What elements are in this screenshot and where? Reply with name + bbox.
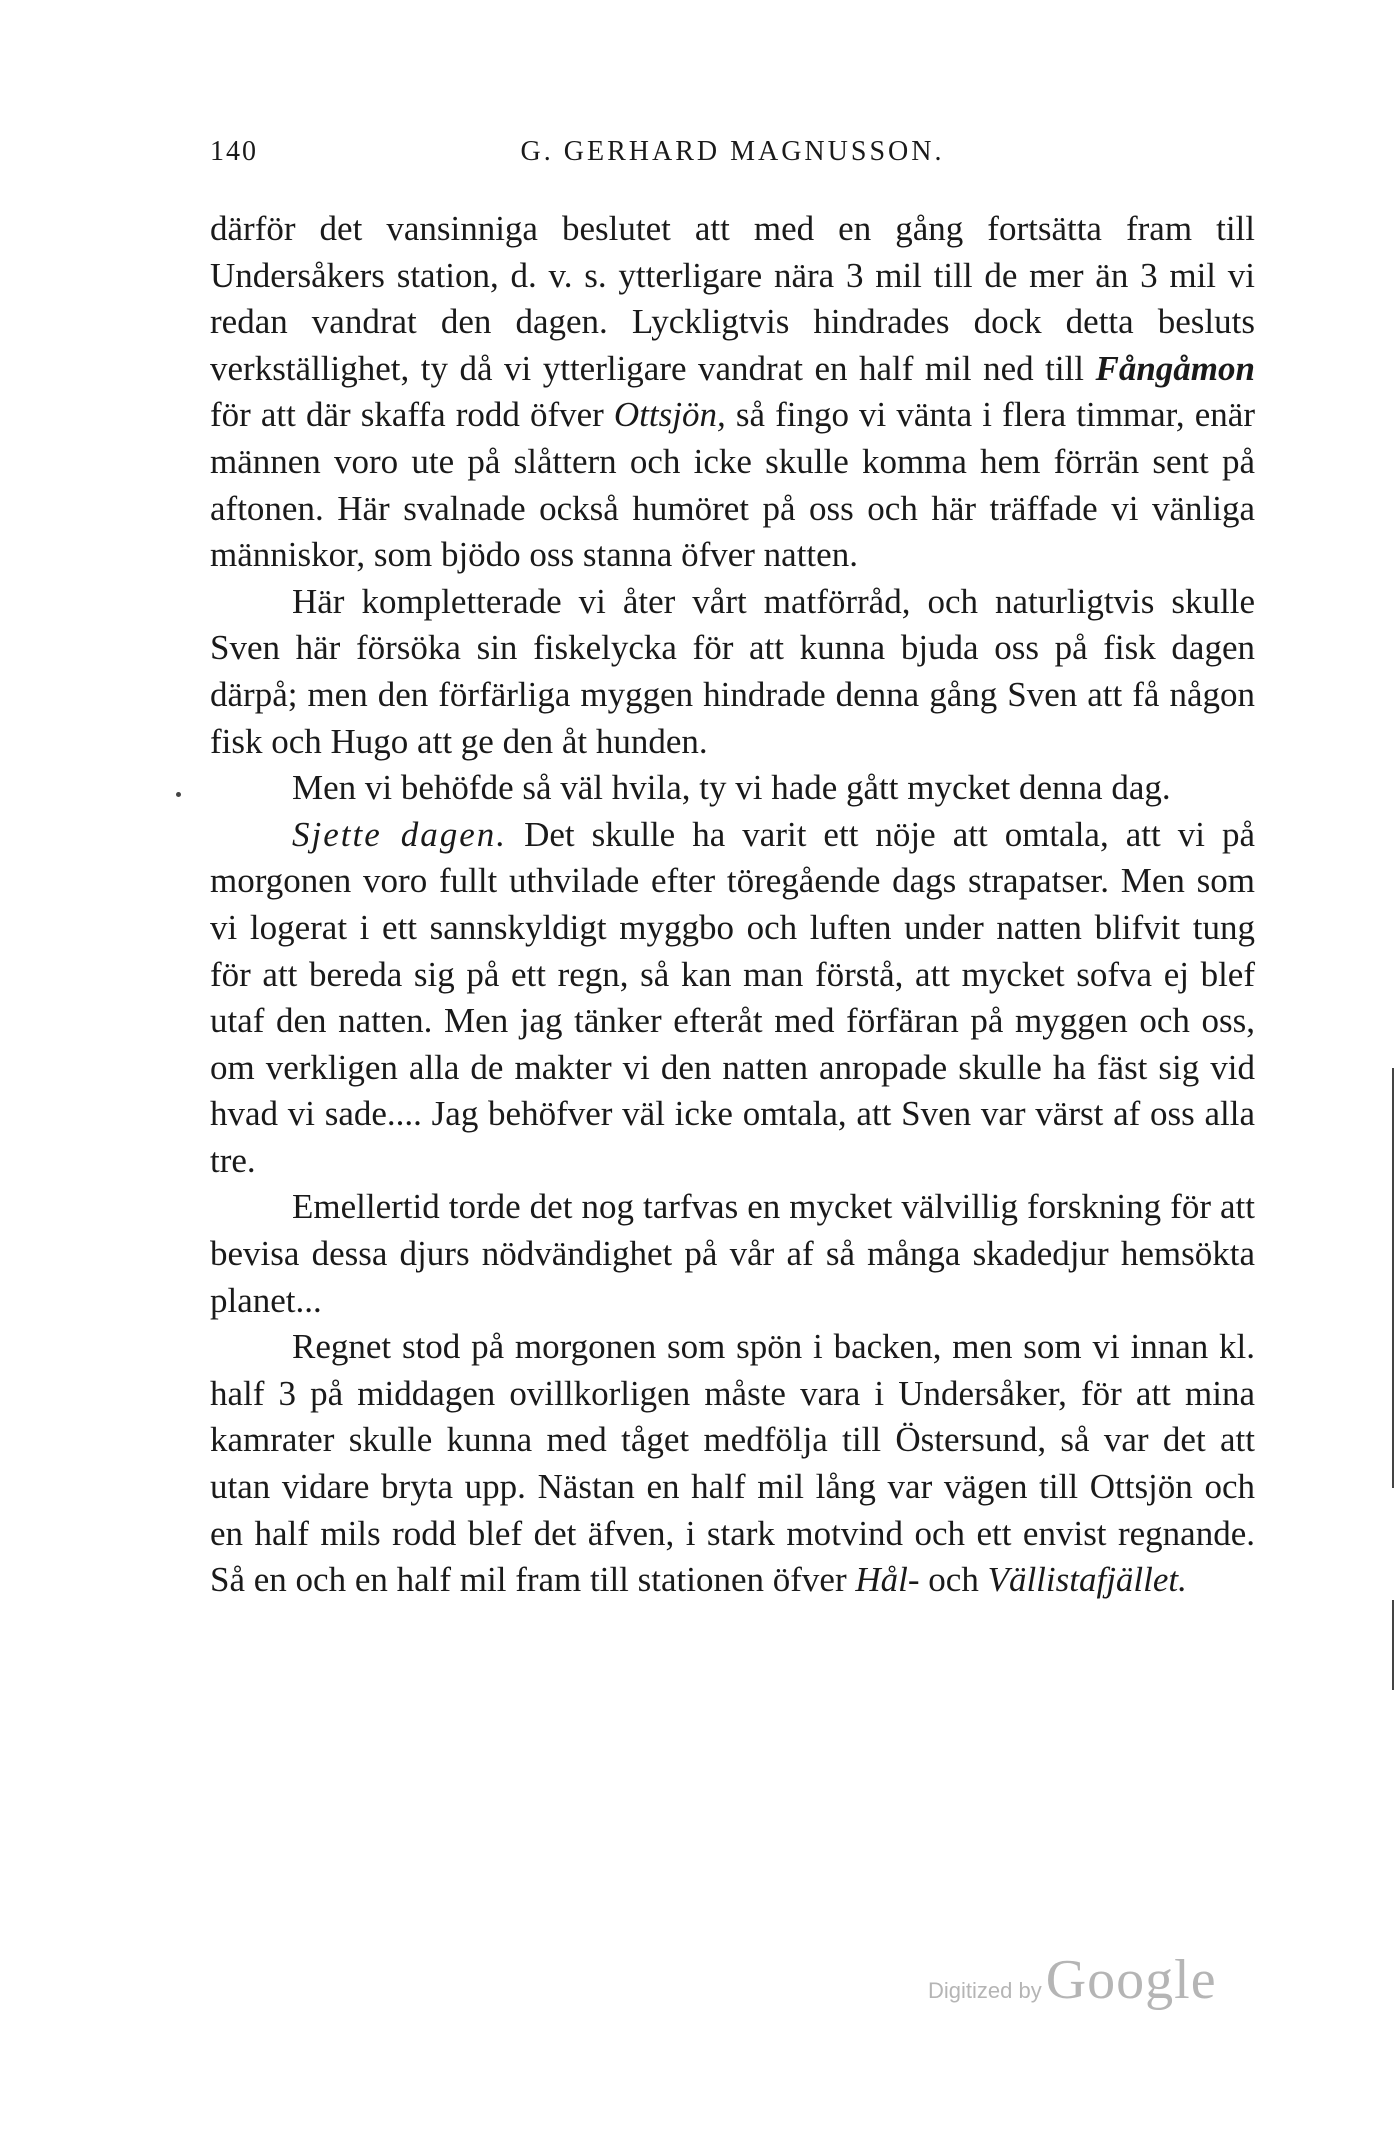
page-number: 140 (210, 136, 258, 167)
scan-artifact-line (1392, 1600, 1394, 1690)
text-run: Men vi behöfde så väl hvila, ty vi hade gått mycket denna dag. (292, 768, 1171, 808)
text-run: Här kompletterade vi åter vårt matförråd, och naturligtvis skulle Sven här försöka sin fiskelycka för att kunna bjuda oss på fisk dagen därpå; men den förfärliga myggen hindrade denna gång Sven att få någon fisk och Hugo att ge den åt hunden. (210, 581, 1255, 761)
text-run: så fingo vi vänta i flera timmar, enär männen voro ute på slåttern och icke skulle komma hem förrän sent på aftonen. Här svalnade också humöret på oss och här träffade vi vänliga människor, som bjödo oss stanna öfver natten. (210, 395, 1255, 575)
scan-artifact-line (1392, 1068, 1394, 1488)
place-name-ottsjon: Ottsjön, (613, 395, 726, 435)
page-header (210, 136, 1255, 176)
place-name-hal: Hål- (855, 1560, 920, 1600)
text-run: därför det vansinniga beslutet att med en gång fortsätta fram till Undersåkers station, d. v. s. ytterligare nära 3 mil till de mer än 3 mil vi redan vandrat den dagen. Lyckligtvis hindrades dock detta besluts verkställighet, ty då vi ytterligare vandrat en half mil ned till (210, 209, 1255, 388)
place-name-fangamon: Fångåmon (1095, 348, 1255, 388)
paragraph (210, 579, 1255, 765)
text-run: Emellertid torde det nog tarfvas en mycket välvillig forskning för att bevisa dessa djurs nödvändighet på vår af så många skadedjur hemsökta planet... (210, 1187, 1255, 1320)
paragraph (210, 1184, 1255, 1324)
text-run: och (919, 1560, 988, 1600)
body-text (210, 206, 1255, 1604)
paragraph (210, 812, 1255, 1185)
day-heading: Sjette dagen. (292, 814, 508, 854)
watermark-small-text: Digitized by (928, 1978, 1042, 2003)
running-head: G. GERHARD MAGNUSSON. (520, 136, 945, 167)
digitized-by-google-watermark (928, 1948, 1217, 2028)
paragraph (210, 765, 1255, 812)
place-name-vallistafjallet: Vällistafjället. (987, 1560, 1187, 1600)
paragraph (210, 206, 1255, 579)
text-run: Det skulle ha varit ett nöje att omtala, att vi på morgonen voro fullt uthvilade efter töregående dags strapatser. Men som vi logerat i ett sannskyldigt myggbo och luften under natten blifvit tung för att bereda sig på ett regn, så kan man förstå, att mycket sofva ej blef utaf den natten. Men jag tänker efteråt med förfäran på myggen och oss, om verkligen alla de makter vi den natten anropade skulle ha fäst sig vid hvad vi sade.... Jag behöfver väl icke omtala, att Sven var värst af oss alla tre. (210, 814, 1255, 1180)
paragraph (210, 1324, 1255, 1604)
scan-artifact-dot (176, 792, 181, 797)
watermark-logo-text: Google (1045, 1949, 1217, 2011)
text-run: Regnet stod på morgonen som spön i backen, men som vi innan kl. half 3 på middagen ovillkorligen måste vara i Undersåker, för att mina kamrater skulle kunna med tåget medfölja till Östersund, så var det att utan vidare bryta upp. Nästan en half mil lång var vägen till Ottsjön och en half mils rodd blef det äfven, i stark motvind och ett envist regnande. Så en och en half mil fram till stationen öfver (210, 1327, 1255, 1600)
text-run: för att där skaffa rodd öfver (210, 395, 614, 435)
